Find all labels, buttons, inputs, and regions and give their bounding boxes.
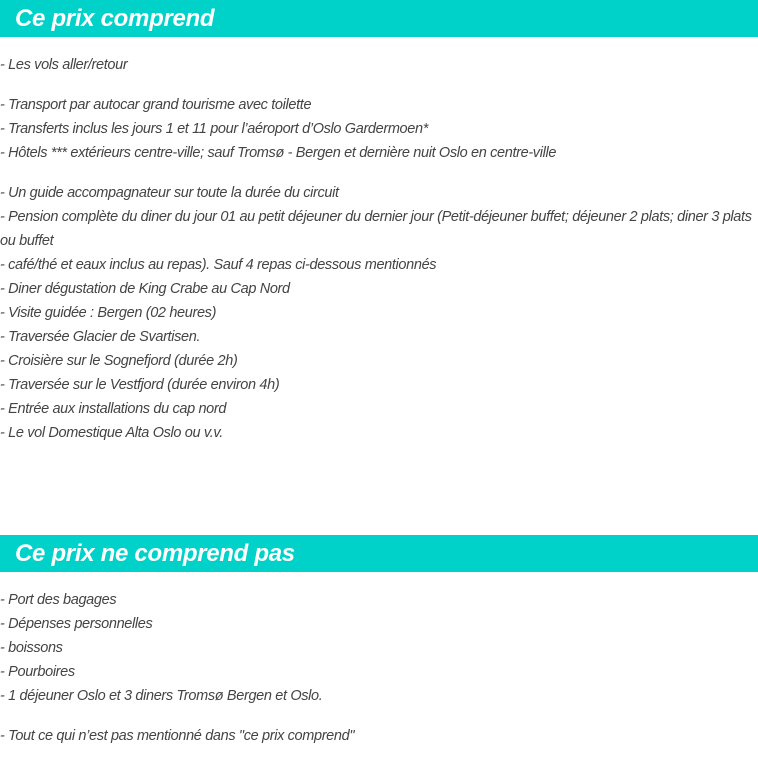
list-item: - café/thé et eaux inclus au repas). Sauf 4 repas ci-dessous mentionnés [0,257,437,273]
list-item: - Diner dégustation de King Crabe au Cap Nord [0,281,290,297]
section-header-included: Ce prix comprend [0,0,758,37]
list-item: - Entrée aux installations du cap nord [0,401,227,417]
list-item: - Transport par autocar grand tourisme avec toilette [0,97,312,113]
list-item: - Un guide accompagnateur sur toute la durée du circuit [0,185,339,201]
list-item: - Pourboires [0,664,75,680]
list-item: - Croisière sur le Sognefjord (durée 2h) [0,353,238,369]
list-item: - Traversée Glacier de Svartisen. [0,329,201,345]
list-item: - Port des bagages [0,592,117,608]
list-item: - Le vol Domestique Alta Oslo ou v.v. [0,425,223,441]
list-item: - Visite guidée : Bergen (02 heures) [0,305,217,321]
list-item: - Dépenses personnelles [0,616,153,632]
list-item: - Les vols aller/retour [0,57,128,73]
list-item: - Tout ce qui n’est pas mentionné dans "ce prix comprend" [0,728,355,744]
list-item: - Transferts inclus les jours 1 et 11 pour l’aéroport d’Oslo Gardermoen* [0,121,428,137]
list-item: - Pension complète du diner du jour 01 au petit déjeuner du dernier jour (Petit-déjeuner buffet; déjeuner 2 plats; diner 3 plats ou buffet [0,209,752,249]
list-item: - 1 déjeuner Oslo et 3 diners Tromsø Bergen et Oslo. [0,688,323,704]
list-item: - Hôtels *** extérieurs centre-ville; sauf Tromsø - Bergen et dernière nuit Oslo en centre-ville [0,145,557,161]
list-item: - Traversée sur le Vestfjord (durée environ 4h) [0,377,280,393]
section-header-excluded: Ce prix ne comprend pas [0,535,758,572]
list-item: - boissons [0,640,63,656]
